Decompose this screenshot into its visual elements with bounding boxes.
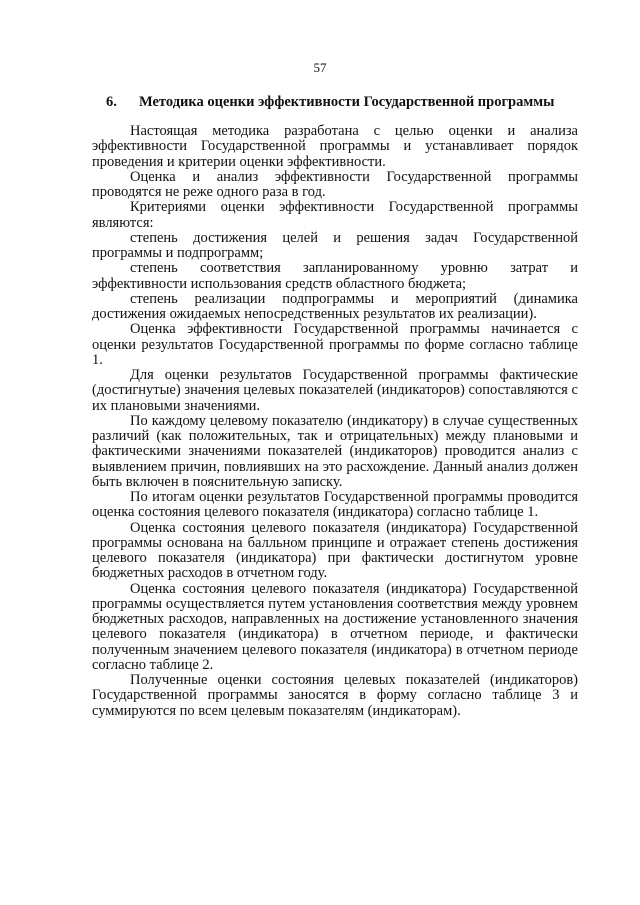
section-heading (106, 94, 586, 111)
paragraph-criterion-costs: степень соответствия запланированному уровню затрат и эффективности использования средств областного бюджета; (92, 260, 578, 292)
section-title: Методика оценки эффективности Государственной программы (139, 94, 555, 110)
paragraph-criterion-goals: степень достижения целей и решения задач Государственной программы и подпрограмм; (92, 229, 578, 261)
paragraph-evaluation-start: Оценка эффективности Государственной программы начинается с оценки результатов Государственной программы по форме согласно таблице 1. (92, 321, 578, 368)
paragraph-state-method: Оценка состояния целевого показателя (индикатора) Государственной программы осуществляется путем установления соответствия между уровнем бюджетных расходов, направленных на достижение установленного значения целевого показателя (индикатора) в отчетном периоде, и фактически полученным значением целевого показателя (индикатора) в отчетном периоде согласно таблице 2. (92, 580, 578, 673)
paragraph-indicator-state: По итогам оценки результатов Государственной программы проводится оценка состояния целевого показателя (индикатора) согласно таблице 1. (92, 489, 578, 521)
paragraph-purpose: Настоящая методика разработана с целью оценки и анализа эффективности Государственной программы и устанавливает порядок проведения и критерии оценки эффективности. (92, 123, 578, 170)
paragraph-criterion-implementation: степень реализации подпрограммы и мероприятий (динамика достижения ожидаемых непосредственных результатов их реализации). (92, 290, 578, 322)
paragraph-frequency: Оценка и анализ эффективности Государственной программы проводятся не реже одного раза в год. (92, 168, 578, 200)
paragraph-deviation-analysis: По каждому целевому показателю (индикатору) в случае существенных различий (как положительных, так и отрицательных) между плановыми и фактическими значениями показателей (индикаторов) проводится анализ с выявлением причин, повлиявших на это расхождение. Данный анализ должен быть включен в пояснительную записку. (92, 412, 578, 490)
page-number: 57 (313, 60, 327, 75)
paragraph-comparison: Для оценки результатов Государственной программы фактические (достигнутые) значения целевых показателей (индикаторов) сопоставляются с их плановыми значениями. (92, 367, 578, 414)
paragraph-summation: Полученные оценки состояния целевых показателей (индикаторов) Государственной программы заносятся в форму согласно таблице 3 и суммируются по всем целевым показателям (индикаторам). (92, 672, 578, 719)
document-body (92, 124, 578, 719)
paragraph-criteria-intro: Критериями оценки эффективности Государственной программы являются: (92, 199, 578, 231)
paragraph-score-principle: Оценка состояния целевого показателя (индикатора) Государственной программы основана на балльном принципе и отражает степень достижения целевого показателя (индикатора) при фактически достигнутом уровне бюджетных расходов в отчетном году. (92, 519, 578, 582)
section-number: 6. (106, 94, 117, 110)
